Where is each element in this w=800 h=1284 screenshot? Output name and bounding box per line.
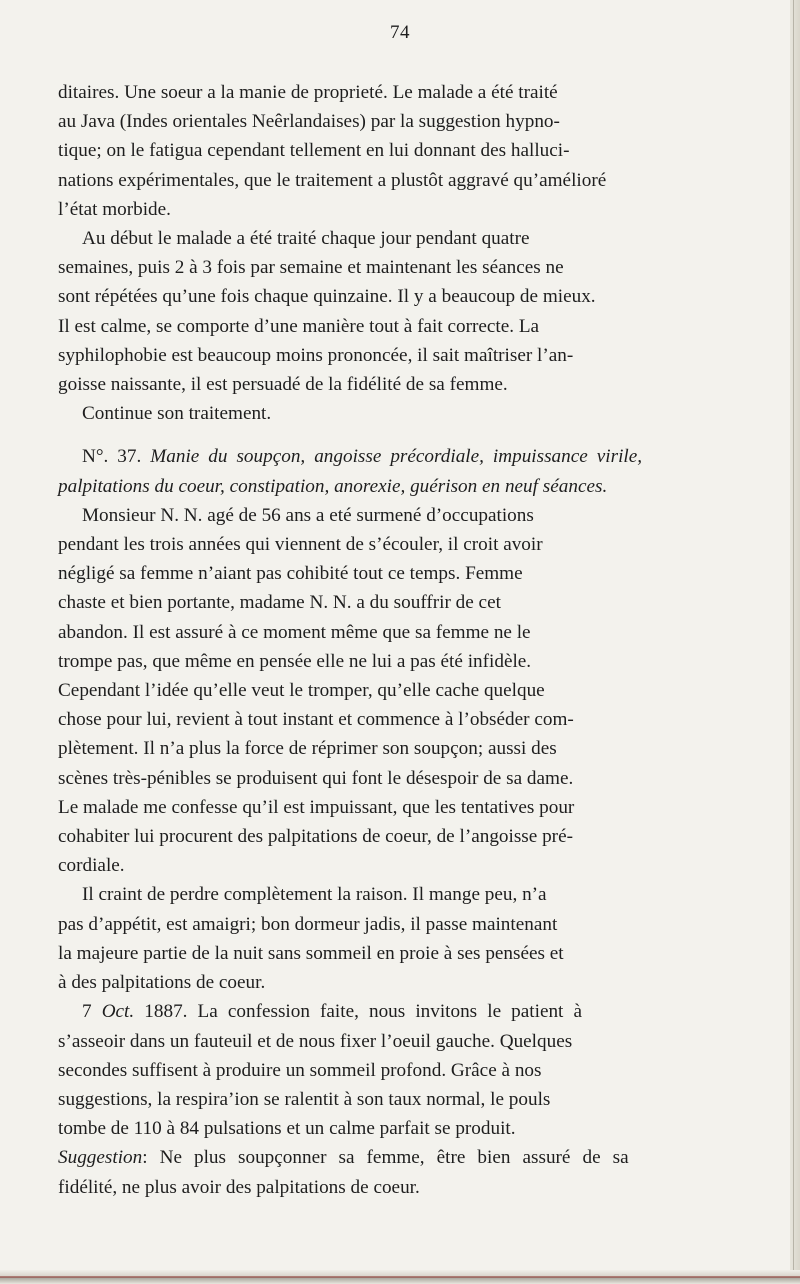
text-line: nations expérimentales, que le traitement a plustôt aggravé qu’amélioré — [58, 169, 607, 191]
text-line: goisse naissante, il est persuadé de la fidélité de sa femme. — [58, 374, 508, 396]
paragraph-case-description — [58, 501, 730, 881]
text-line: ditaires. Une soeur a la manie de proprieté. Le malade a été traité — [58, 82, 558, 103]
text-line: Cependant l’idée qu’elle veut le tromper, qu’elle cache quelque — [58, 680, 545, 702]
text-line: Il est calme, se comporte d’une manière tout à fait correcte. La — [58, 315, 540, 337]
text-line: au Java (Indes orientales Neêrlandaises) par la suggestion hypno- — [58, 111, 560, 133]
text-line: chaste et bien portante, madame N. N. a du souffrir de cet — [58, 592, 501, 614]
text-line: fidélité, ne plus avoir des palpitations de coeur. — [58, 1176, 420, 1198]
text-line: abandon. Il est assuré à ce moment même que sa femme ne le — [58, 621, 531, 643]
text-line: sont répétées qu’une fois chaque quinzaine. Il y a beaucoup de mieux. — [58, 286, 596, 308]
session-day: 7 — [82, 1001, 92, 1023]
suggestion-label: Suggestion — [58, 1147, 143, 1169]
text-line — [58, 997, 730, 1026]
text-line: l’état morbide. — [58, 198, 171, 220]
session-text: 1887. La confession faite, nous invitons le patient à — [144, 1001, 582, 1023]
text-line: semaines, puis 2 à 3 fois par semaine et maintenant les séances ne — [58, 257, 564, 279]
text-line: cordiale. — [58, 855, 125, 877]
text-line: plètement. Il n’a plus la force de réprimer son soupçon; aussi des — [58, 738, 557, 760]
text-line: pas d’appétit, est amaigri; bon dormeur jadis, il passe maintenant — [58, 913, 558, 935]
page-edge-bottom-rule — [0, 1276, 800, 1278]
text-line: la majeure partie de la nuit sans sommeil en proie à ses pensées et — [58, 942, 564, 964]
text-line: chose pour lui, revient à tout instant et commence à l’obséder com- — [58, 709, 574, 731]
text-line: trompe pas, que même en pensée elle ne lui a pas été infidèle. — [58, 650, 532, 672]
text-line: s’asseoir dans un fauteuil et de nous fixer l’oeuil gauche. Quelques — [58, 1030, 573, 1052]
text-line: Continue son traitement. — [82, 403, 272, 425]
text-line: négligé sa femme n’aiant pas cohibité tout ce temps. Femme — [58, 563, 523, 585]
text-line: secondes suffisent à produire un sommeil profond. Grâce à nos — [58, 1059, 542, 1081]
page-edge-right — [790, 0, 800, 1284]
paragraph-symptoms — [58, 880, 730, 997]
paragraph-session — [58, 997, 730, 1201]
suggestion-text: : Ne plus soupçonner sa femme, être bien assuré de sa — [142, 1147, 629, 1169]
text-line: scènes très-pénibles se produisent qui font le désespoir de sa dame. — [58, 767, 574, 789]
text-line: cohabiter lui procurent des palpitations de coeur, de l’angoisse pré- — [58, 826, 573, 848]
case-number: N°. 37. — [82, 446, 142, 468]
paragraph-treatment-history — [58, 78, 730, 224]
paragraph-progress — [58, 224, 730, 428]
page-edge-line — [793, 0, 794, 1284]
text-line: syphilophobie est beaucoup moins prononcée, il sait maîtriser l’an- — [58, 344, 574, 366]
text-line: tombe de 110 à 84 pulsations et un calme parfait se produit. — [58, 1118, 516, 1140]
body-text — [58, 78, 730, 1202]
session-month: Oct. — [101, 1001, 135, 1023]
text-line: Au début le malade a été traité chaque jour pendant quatre — [82, 228, 530, 250]
text-line: tique; on le fatigua cependant tellement en lui donnant des halluci- — [58, 140, 570, 162]
text-line: à des palpitations de coeur. — [58, 972, 266, 994]
page-number: 74 — [390, 22, 410, 43]
text-line: pendant les trois années qui viennent de s’écouler, il croit avoir — [58, 534, 543, 556]
text-line: suggestions, la respira’ion se ralentit à son taux normal, le pouls — [58, 1088, 551, 1110]
text-line: Le malade me confesse qu’il est impuissant, que les tentatives pour — [58, 796, 575, 818]
text-line — [58, 472, 730, 501]
case-title: palpitations du coeur, constipation, anorexie, guérison en neuf séances. — [58, 475, 608, 497]
text-line — [58, 442, 730, 471]
text-line — [58, 1143, 730, 1172]
text-line: Il craint de perdre complètement la raison. Il mange peu, n’a — [82, 884, 547, 906]
case-heading — [58, 442, 730, 500]
case-title: Manie du soupçon, angoisse précordiale, impuissance virile, — [150, 446, 643, 468]
text-line: Monsieur N. N. agé de 56 ans a eté surmené d’occupations — [82, 504, 534, 526]
